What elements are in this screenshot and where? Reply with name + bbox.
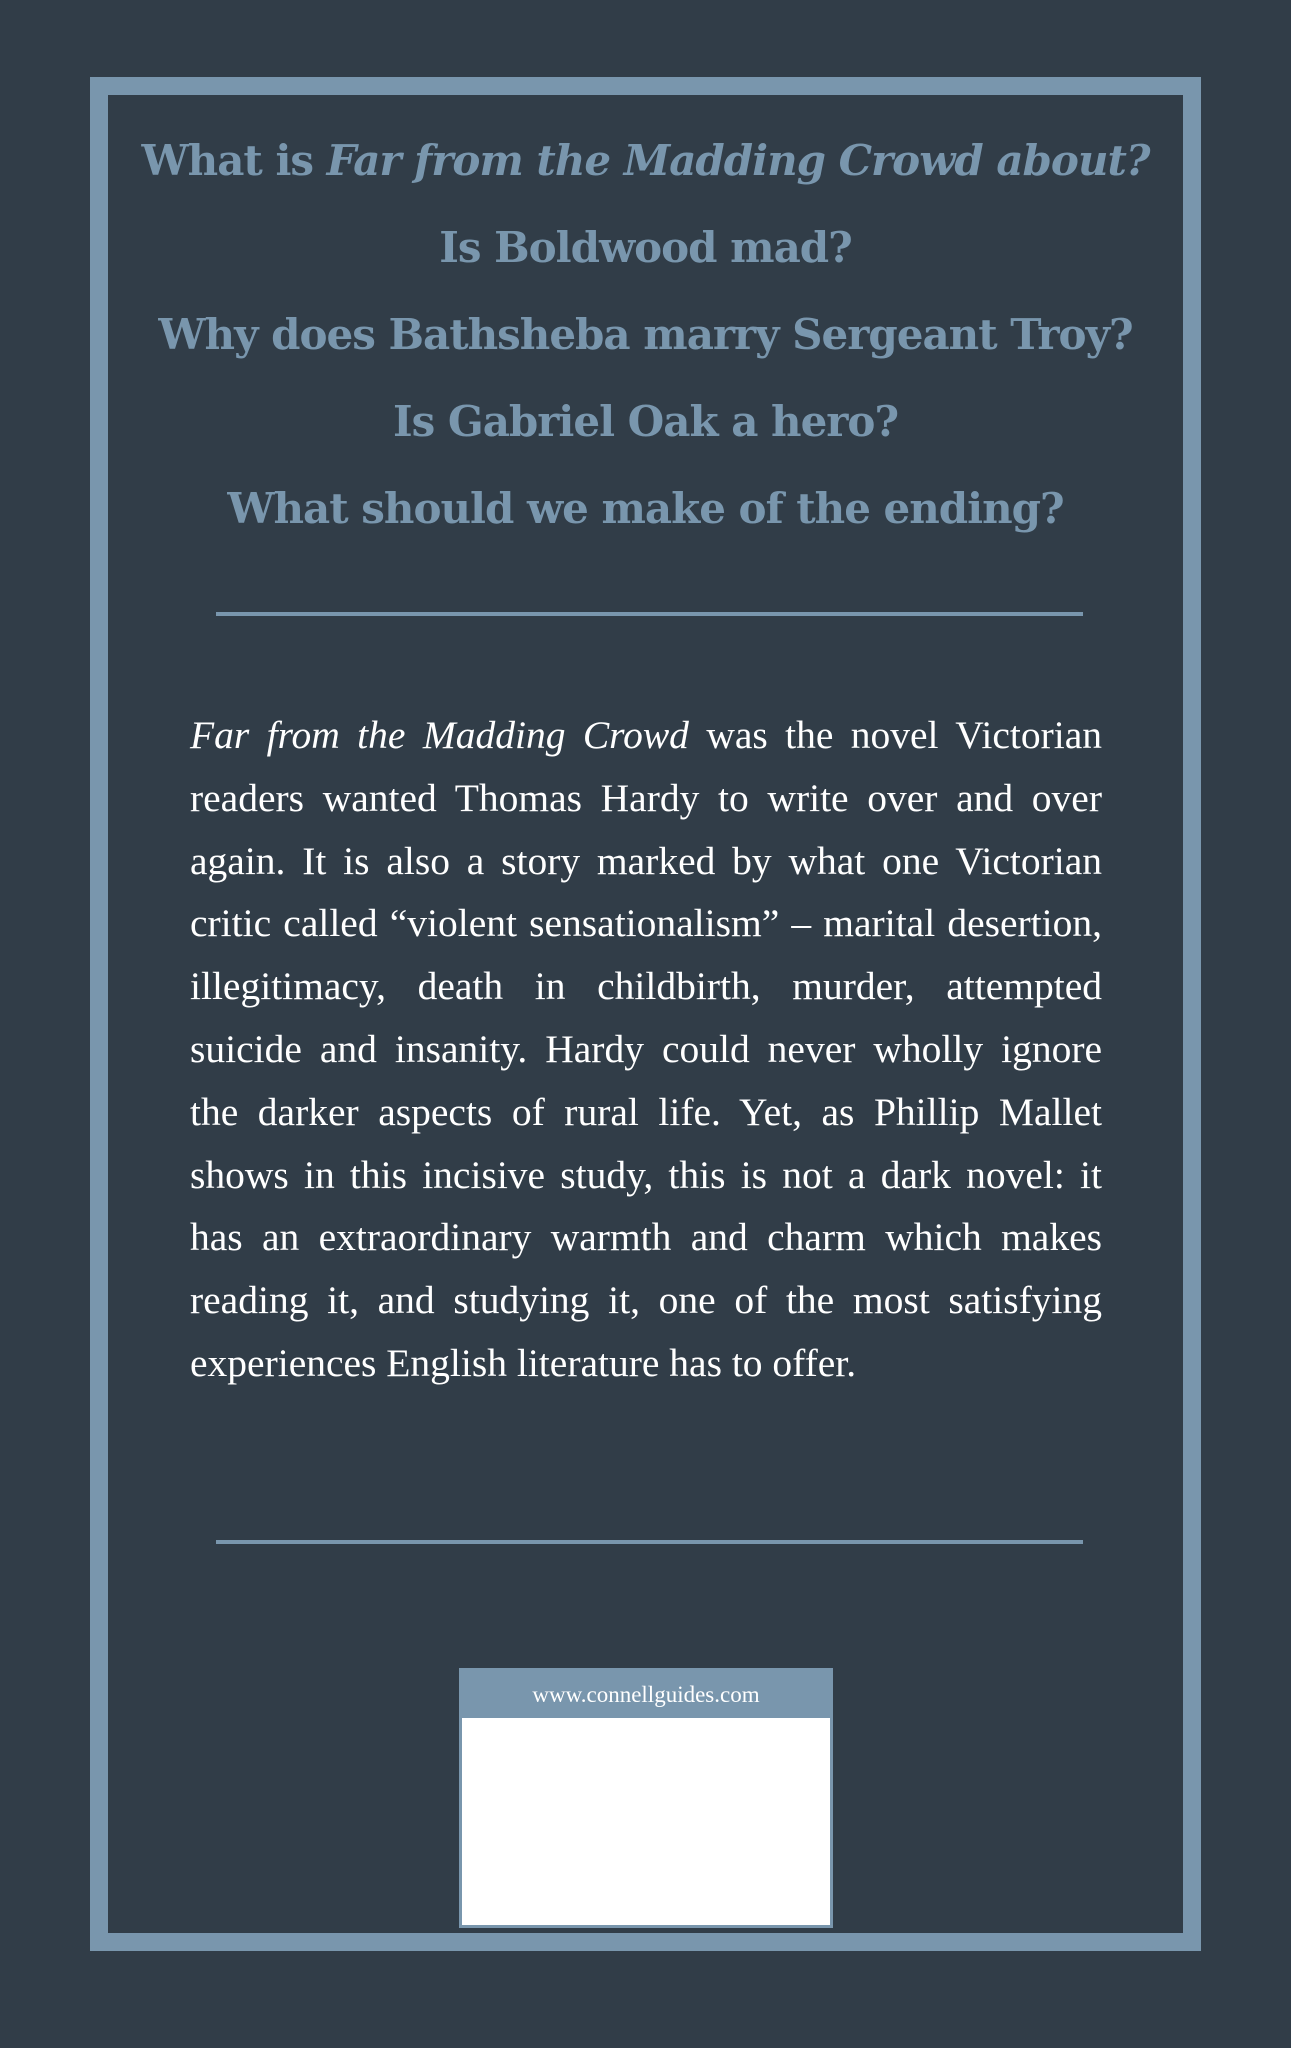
question-1-prefix: What is bbox=[141, 136, 327, 185]
website-url: www.connellguides.com bbox=[462, 1671, 830, 1718]
top-divider bbox=[216, 612, 1083, 616]
blurb-text: was the novel Victorian readers wanted Thomas Hardy to write over and over again. It is also a story marked by what one Victorian critic called “violent sensationalism” – marital desertion, illegitimacy, death in childbirth, murder, attempted suicide and insanity. Hardy could never wholly ignore the darker aspects of rural life. Yet, as Phillip Mallet shows in this incisive study, this is not a dark novel: it has an extraordinary warmth and charm which makes reading it, and studying it, one of the most satisfying experiences English literature has to offer. bbox=[190, 713, 1102, 1385]
blurb-book-title: Far from the Madding Crowd bbox=[190, 713, 689, 757]
question-1 bbox=[0, 131, 1291, 218]
question-5: What should we make of the ending? bbox=[227, 484, 1064, 533]
blurb-paragraph bbox=[190, 704, 1102, 1395]
questions-block bbox=[0, 131, 1291, 566]
bottom-divider bbox=[216, 1540, 1083, 1544]
question-2: Is Boldwood mad? bbox=[439, 223, 852, 272]
question-1-title: Far from the Madding Crowd about? bbox=[326, 136, 1150, 185]
question-4: Is Gabriel Oak a hero? bbox=[392, 397, 899, 446]
question-3: Why does Bathsheba marry Sergeant Troy? bbox=[158, 310, 1133, 359]
barcode-box bbox=[459, 1668, 833, 1928]
